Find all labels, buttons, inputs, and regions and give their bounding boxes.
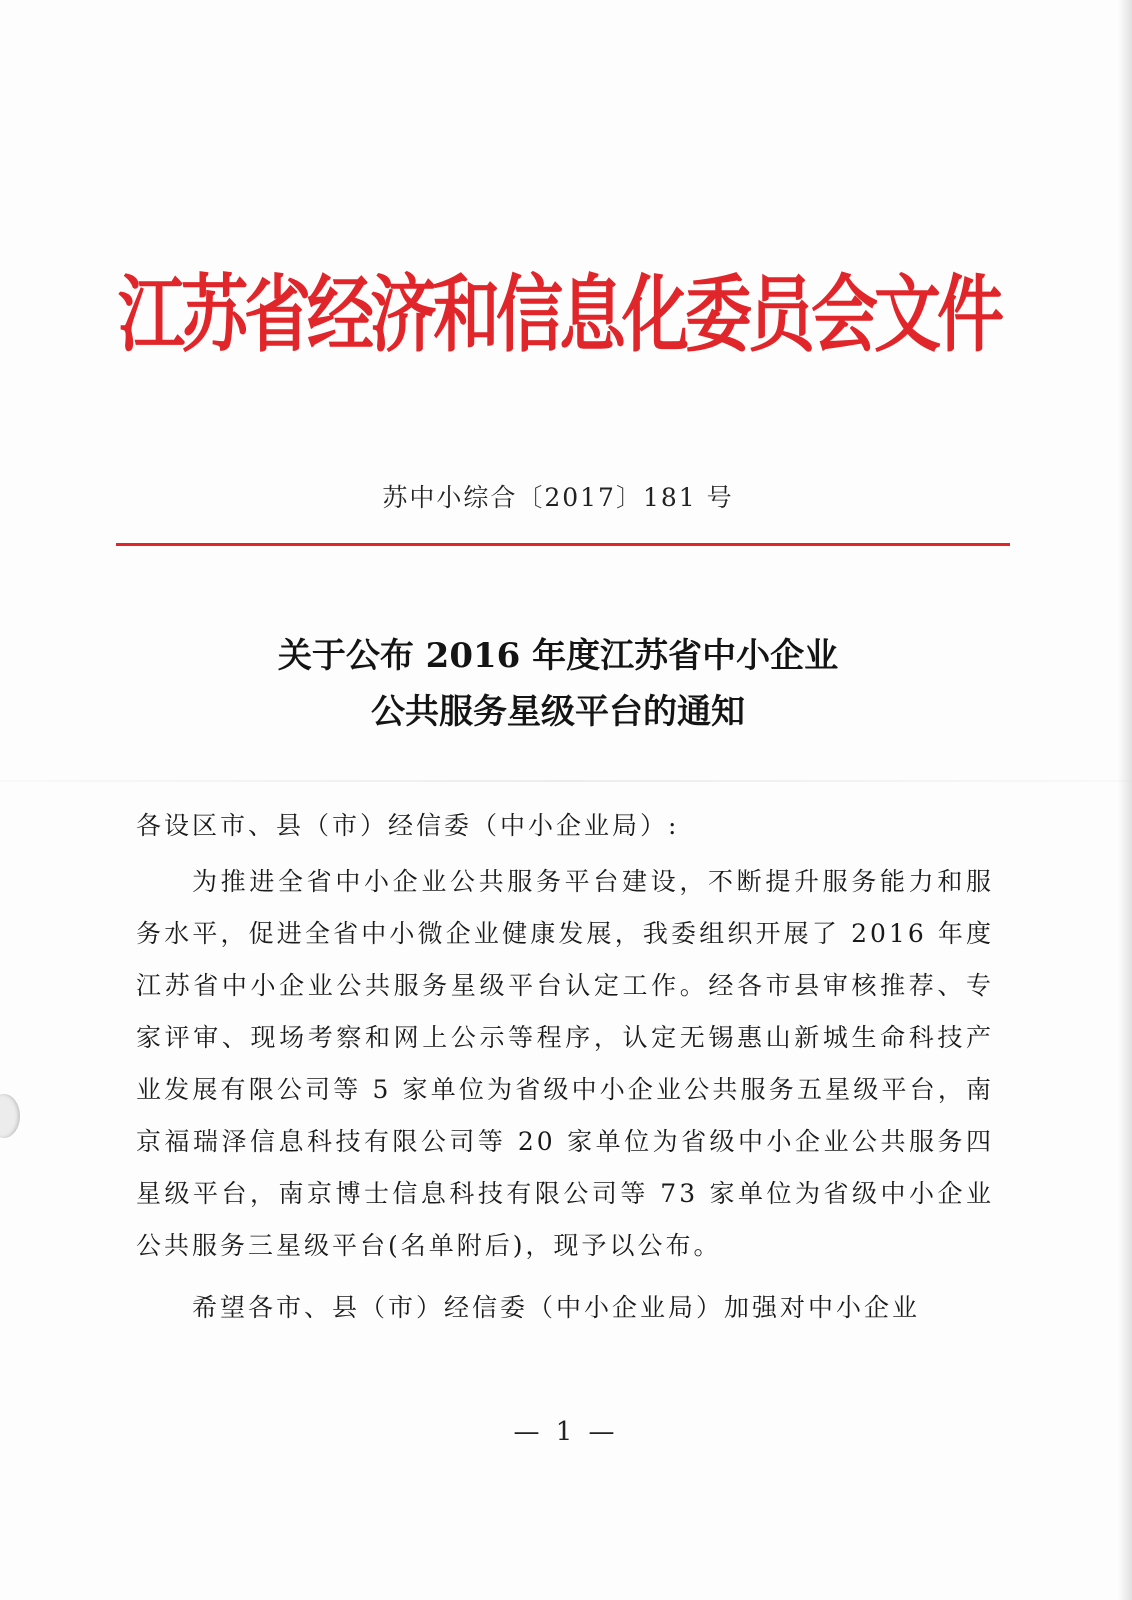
page-number: — 1 — (513, 1417, 619, 1447)
red-separator-line (116, 543, 1010, 546)
notice-title (118, 628, 998, 740)
issuer-title: 江苏省经济和信息化委员会文件 (118, 264, 1000, 364)
document-number: 苏中小综合〔2017〕181 号 (382, 483, 734, 512)
body-paragraph-1: 为推进全省中小企业公共服务平台建设，不断提升服务能力和服务水平，促进全省中小微企业健康发展，我委组织开展了 2016 年度江苏省中小企业公共服务星级平台认定工作。经各市县审核推荐、专家评审、现场考察和网上公示等程序，认定无锡惠山新城生命科技产业发展有限公司等 5 家单位为省级中小企业公共服务五星级平台，南京福瑞泽信息科技有限公司等 20 家单位为省级中小企业公共服务四星级平台，南京博士信息科技有限公司等 73 家单位为省级中小企业公共服务三星级平台(名单附后)，现予以公布。 (136, 867, 994, 1260)
salutation: 各设区市、县（市）经信委（中小企业局）: (136, 811, 680, 840)
paper-fold-line (0, 780, 1132, 782)
notice-body (136, 800, 994, 1334)
notice-title-line-2: 公共服务星级平台的通知 (371, 692, 745, 732)
body-paragraph-2: 希望各市、县（市）经信委（中小企业局）加强对中小企业 (192, 1293, 921, 1322)
notice-title-line-1: 关于公布 2016 年度江苏省中小企业 (277, 636, 839, 676)
binding-hole (0, 1094, 20, 1138)
